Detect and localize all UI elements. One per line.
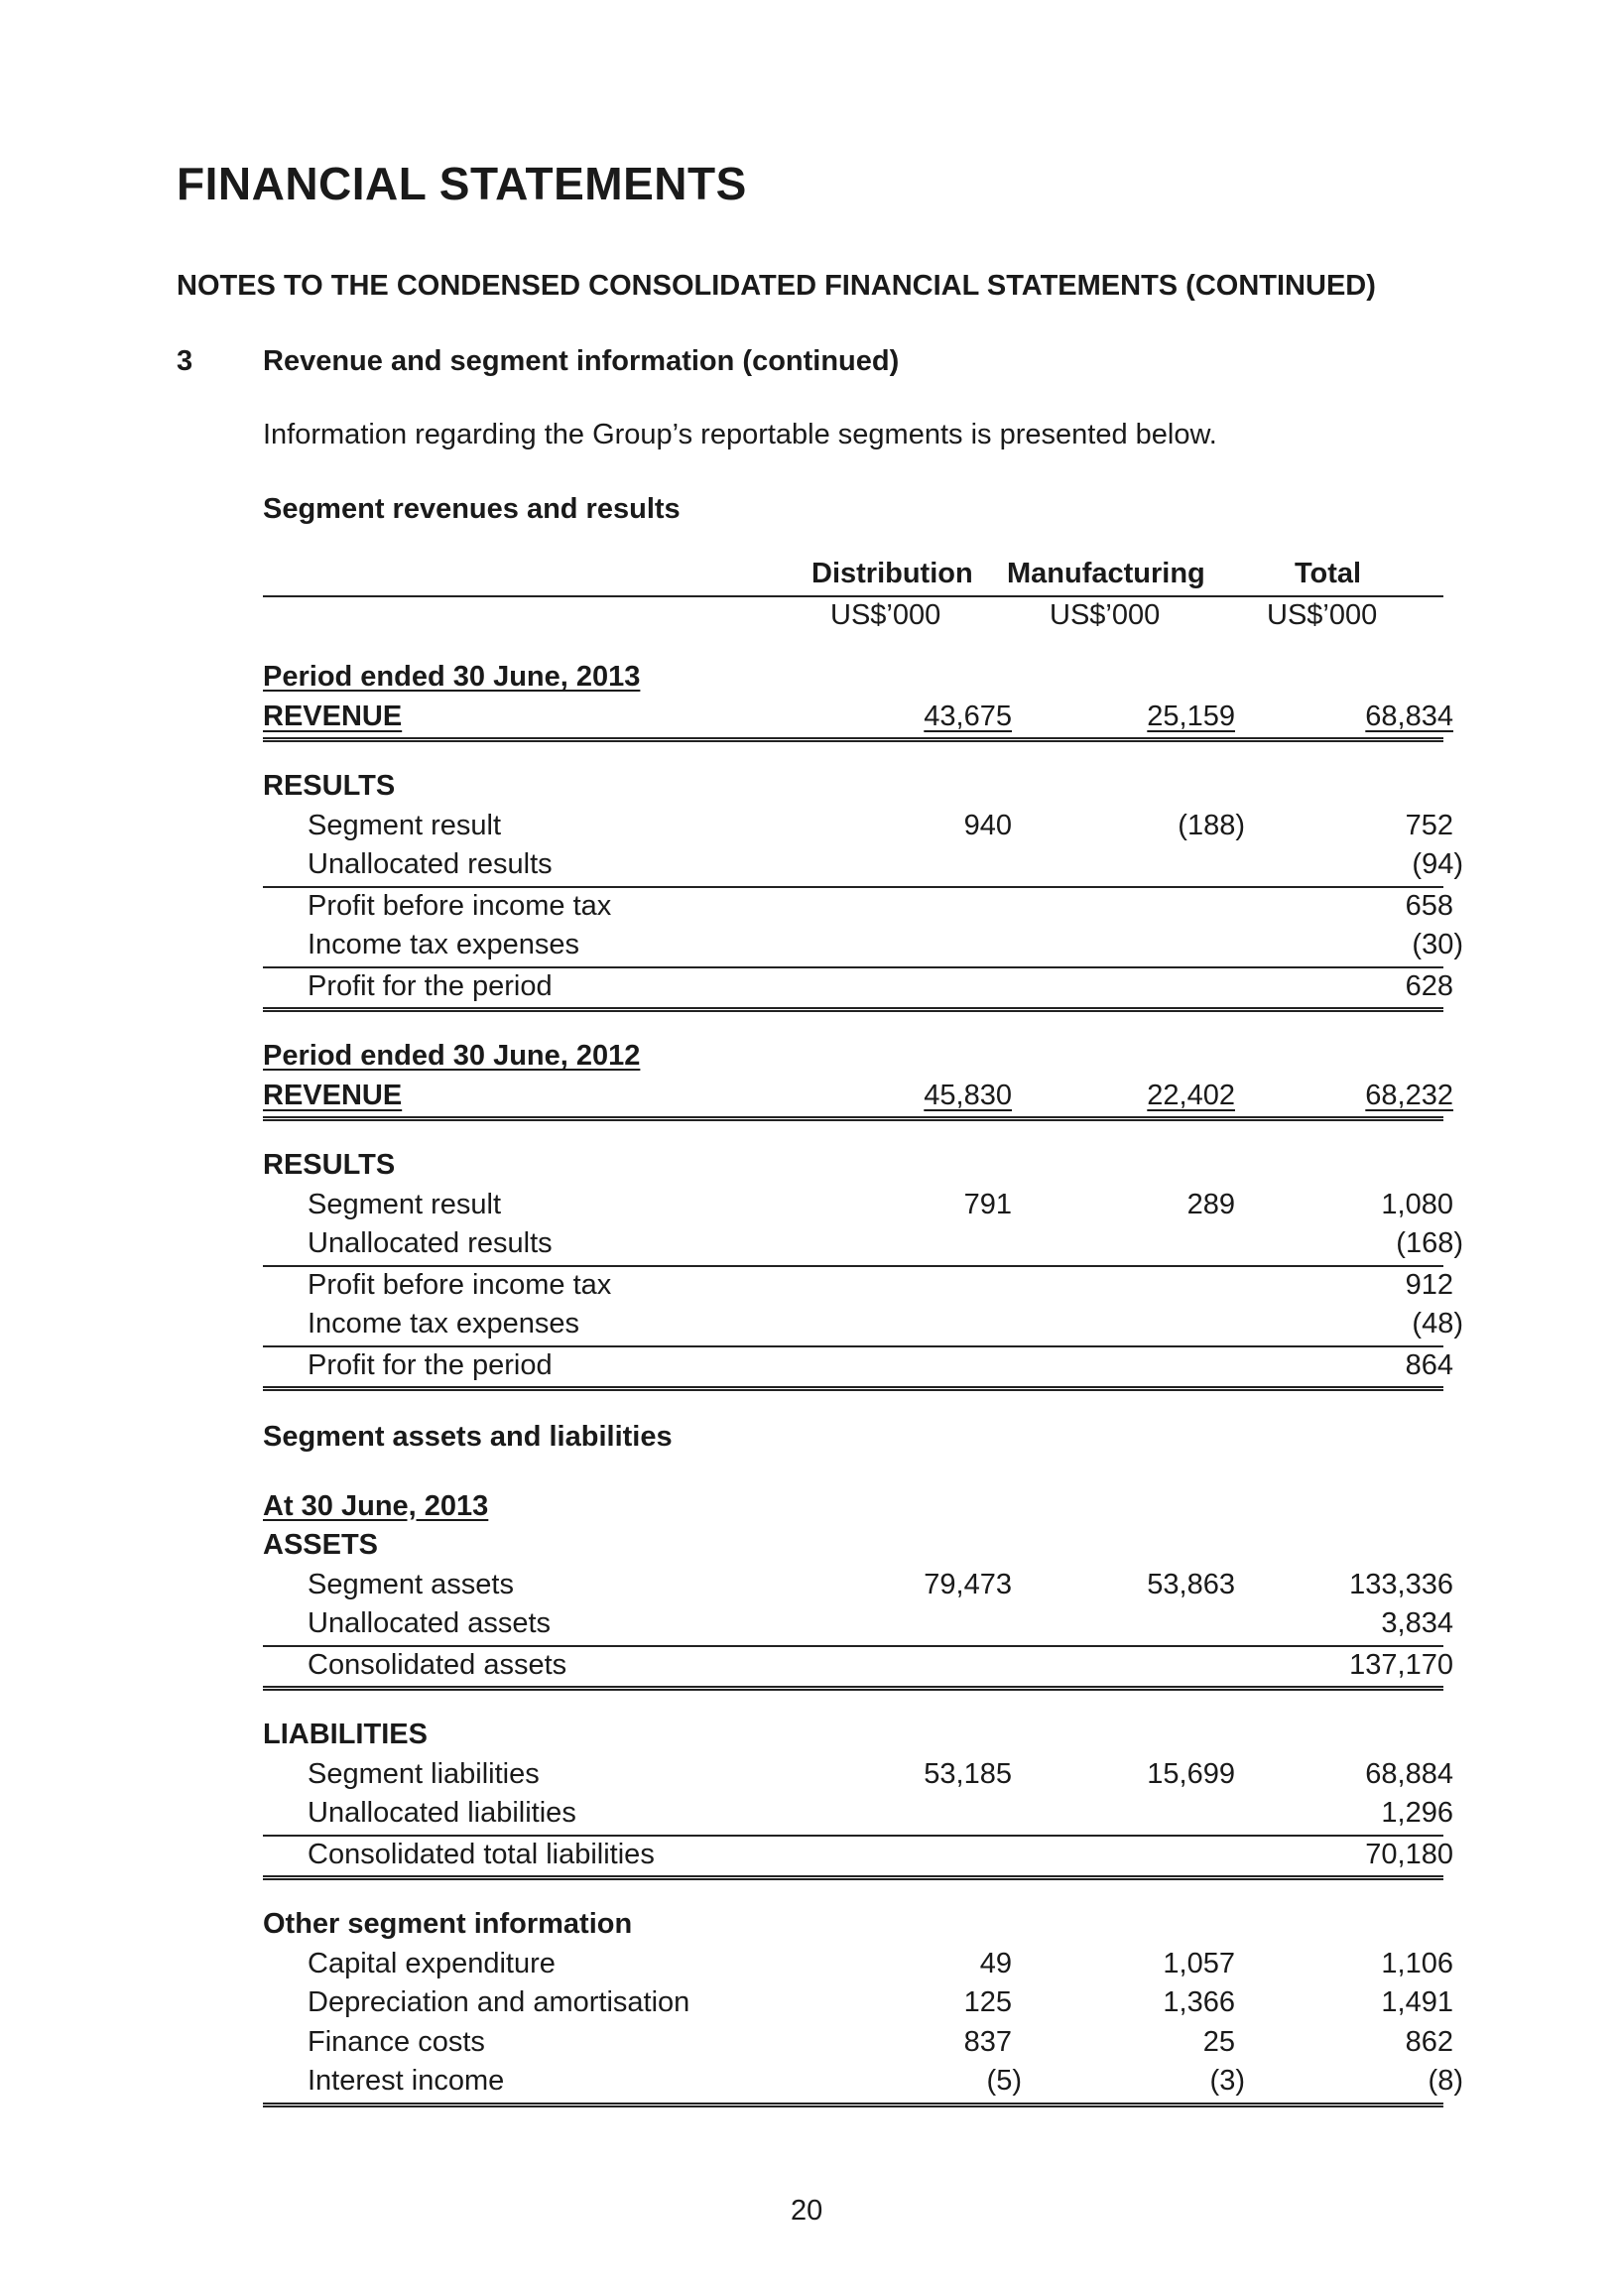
table-row (263, 1038, 1443, 1078)
row-label: Profit for the period (308, 1348, 553, 1381)
cell: 791 (963, 1188, 1012, 1220)
row-label: Unallocated results (308, 1227, 553, 1259)
cell: 912 (1405, 1268, 1453, 1301)
cell: (168) (1396, 1227, 1463, 1259)
row-label: Segment result (308, 809, 502, 841)
cell: 628 (1405, 969, 1453, 1002)
cell: 1,080 (1381, 1188, 1453, 1220)
cell: 1,106 (1381, 1947, 1453, 1979)
row-label: Unallocated results (308, 848, 553, 880)
section-number: 3 (177, 345, 193, 377)
other-label: Other segment information (263, 1908, 633, 1940)
cell: (48) (1412, 1308, 1463, 1339)
cell: 45,830 (924, 1079, 1012, 1111)
row-label: Profit before income tax (308, 1268, 612, 1301)
cell: 68,232 (1365, 1079, 1453, 1111)
unit-distribution: US$’000 (830, 599, 941, 631)
section-intro: Information regarding the Group’s reportable segments is presented below. (263, 419, 1217, 450)
cell: 3,834 (1381, 1607, 1453, 1639)
table-row (263, 1347, 1453, 1392)
cell: 22,402 (1147, 1079, 1235, 1111)
cell: (30) (1412, 929, 1463, 960)
table-row (263, 2024, 1453, 2064)
row-label: Interest income (308, 2065, 505, 2097)
cell: (94) (1412, 848, 1463, 880)
row-label: Consolidated total liabilities (308, 1838, 655, 1870)
cell: (5) (986, 2065, 1022, 2097)
table-row (263, 659, 1443, 699)
table-row (263, 1225, 1463, 1267)
table-row (263, 927, 1463, 968)
table-row (263, 1306, 1463, 1347)
unit-total: US$’000 (1267, 599, 1378, 631)
period-2012: Period ended 30 June, 2012 (263, 1040, 641, 1072)
unit-manufacturing: US$’000 (1050, 599, 1161, 631)
table-row (263, 1267, 1453, 1307)
row-label: Capital expenditure (308, 1947, 556, 1979)
cell: (8) (1428, 2065, 1463, 2097)
cell: 752 (1405, 809, 1453, 841)
table-row (263, 808, 1453, 847)
cell: 43,675 (924, 700, 1012, 732)
table-row (263, 888, 1453, 928)
cell: 1,366 (1163, 1986, 1235, 2018)
units-row (263, 595, 1443, 637)
cell: 864 (1405, 1348, 1453, 1381)
subheading-assets: Segment assets and liabilities (263, 1421, 673, 1453)
table-row (263, 1527, 1443, 1567)
row-label: Unallocated assets (308, 1607, 552, 1639)
row-label: Income tax expenses (308, 929, 580, 960)
col-total: Total (1295, 558, 1362, 589)
row-label: Segment result (308, 1188, 502, 1220)
cell: 49 (979, 1947, 1012, 1979)
col-manufacturing: Manufacturing (1007, 558, 1205, 589)
row-label: Segment assets (308, 1568, 514, 1600)
row-label: Consolidated assets (308, 1648, 567, 1681)
table-row (263, 968, 1453, 1013)
table-row (263, 1078, 1453, 1122)
row-label: Depreciation and amortisation (308, 1986, 690, 2018)
results-label: RESULTS (263, 1149, 396, 1181)
table-row (263, 1795, 1453, 1837)
table-row (263, 1906, 1443, 1946)
table-row (263, 1488, 1443, 1528)
cell: 862 (1405, 2025, 1453, 2058)
table-row (263, 1419, 1443, 1459)
cell: 137,170 (1349, 1648, 1453, 1681)
table-row (263, 1647, 1453, 1692)
cell: 53,185 (924, 1757, 1012, 1790)
revenue-label: REVENUE (263, 1079, 403, 1111)
cell: 125 (963, 1986, 1012, 2018)
subheading-results: Segment revenues and results (263, 493, 681, 525)
segment-table (263, 556, 1463, 2107)
cell: 658 (1405, 889, 1453, 922)
cell: (3) (1209, 2065, 1245, 2097)
table-row (263, 699, 1453, 743)
cell: 68,834 (1365, 700, 1453, 732)
cell: 940 (963, 809, 1012, 841)
cell: 68,884 (1365, 1757, 1453, 1790)
table-row (263, 1187, 1453, 1226)
table-row (263, 1837, 1453, 1881)
cell: (188) (1178, 809, 1245, 841)
revenue-label: REVENUE (263, 700, 403, 732)
cell: 25,159 (1147, 700, 1235, 732)
row-label: Finance costs (308, 2025, 485, 2058)
table-row (263, 846, 1463, 888)
cell: 15,699 (1147, 1757, 1235, 1790)
table-row (263, 2063, 1463, 2107)
row-label: Profit for the period (308, 969, 553, 1002)
cell: 837 (963, 2025, 1012, 2058)
results-label: RESULTS (263, 770, 396, 802)
assets-date: At 30 June, 2013 (263, 1489, 489, 1522)
period-2013: Period ended 30 June, 2013 (263, 661, 641, 693)
cell: 1,296 (1381, 1797, 1453, 1829)
cell: 289 (1186, 1188, 1235, 1220)
table-row (263, 1567, 1453, 1606)
cell: 70,180 (1365, 1838, 1453, 1870)
notes-subtitle: NOTES TO THE CONDENSED CONSOLIDATED FINANCIAL STATEMENTS (CONTINUED) (177, 270, 1376, 302)
cell: 79,473 (924, 1568, 1012, 1600)
page-number: 20 (791, 2195, 823, 2227)
table-row (263, 1984, 1453, 2024)
page-title: FINANCIAL STATEMENTS (177, 158, 747, 209)
table-row (263, 1756, 1453, 1796)
row-label: Unallocated liabilities (308, 1797, 576, 1829)
table-row (263, 1946, 1453, 1985)
cell: 25 (1202, 2025, 1235, 2058)
table-row (263, 1717, 1443, 1756)
col-distribution: Distribution (811, 558, 973, 589)
liabilities-label: LIABILITIES (263, 1719, 428, 1750)
table-row (263, 1147, 1443, 1187)
section-heading: Revenue and segment information (continued) (263, 345, 900, 377)
table-header (263, 556, 1443, 595)
row-label: Profit before income tax (308, 889, 612, 922)
cell: 1,491 (1381, 1986, 1453, 2018)
table-row (263, 768, 1443, 808)
cell: 1,057 (1163, 1947, 1235, 1979)
row-label: Segment liabilities (308, 1757, 540, 1790)
assets-label: ASSETS (263, 1529, 379, 1561)
cell: 53,863 (1147, 1568, 1235, 1600)
row-label: Income tax expenses (308, 1308, 580, 1339)
table-row (263, 1605, 1453, 1647)
cell: 133,336 (1349, 1568, 1453, 1600)
